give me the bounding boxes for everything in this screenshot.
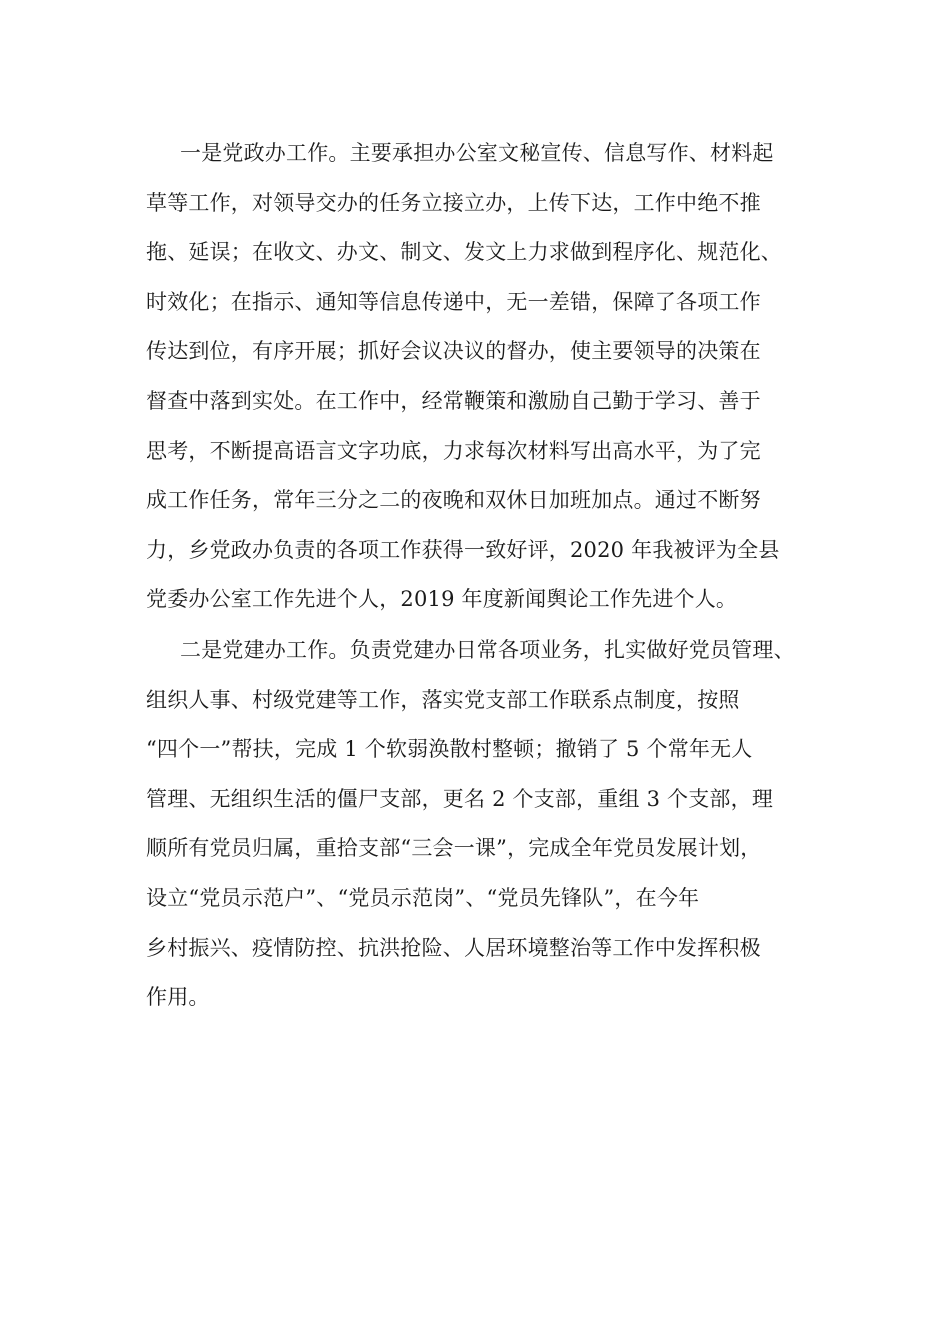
text-line: 乡村振兴、疫情防控、抗洪抢险、人居环境整治等工作中发挥积极 [146, 935, 761, 960]
text-line: 成工作任务，常年三分之二的夜晚和双休日加班加点。通过不断努 [146, 488, 761, 513]
text-line: 党委办公室工作先进个人，2019 年度新闻舆论工作先进个人。 [146, 587, 738, 612]
text-line: 一是党政办工作。主要承担办公室文秘宣传、信息写作、材料起 [180, 141, 774, 165]
paragraph-party-building-office [146, 630, 836, 1027]
text-line: 传达到位，有序开展；抓好会议决议的督办，使主要领导的决策在 [146, 339, 761, 364]
text-line: 力，乡党政办负责的各项工作获得一致好评，2020 年我被评为全县 [146, 537, 780, 562]
paragraph-party-government-office [146, 133, 836, 629]
text-line: 设立“党员示范户”、“党员示范岗”、“党员先锋队”，在今年 [146, 885, 700, 910]
text-line: 拖、延误；在收文、办文、制文、发文上力求做到程序化、规范化、 [146, 240, 782, 265]
text-line: 作用。 [146, 985, 210, 1010]
text-line: 组织人事、村级党建等工作，落实党支部工作联系点制度，按照 [146, 687, 740, 712]
text-line: 时效化；在指示、通知等信息传递中，无一差错，保障了各项工作 [146, 289, 761, 314]
text-line: 草等工作，对领导交办的任务立接立办，上传下达，工作中绝不推 [146, 190, 761, 215]
text-line: 督查中落到实处。在工作中，经常鞭策和激励自己勤于学习、善于 [146, 388, 761, 413]
text-line: “四个一”帮扶，完成 1 个软弱涣散村整顿；撤销了 5 个常年无人 [146, 737, 753, 762]
text-line: 思考，不断提高语言文字功底，力求每次材料写出高水平，为了完 [146, 438, 761, 463]
text-line: 二是党建办工作。负责党建办日常各项业务，扎实做好党员管理、 [180, 638, 795, 662]
text-line: 顺所有党员归属，重拾支部“三会一课”，完成全年党员发展计划， [146, 836, 762, 861]
text-line: 管理、无组织生活的僵尸支部，更名 2 个支部，重组 3 个支部，理 [146, 786, 774, 811]
